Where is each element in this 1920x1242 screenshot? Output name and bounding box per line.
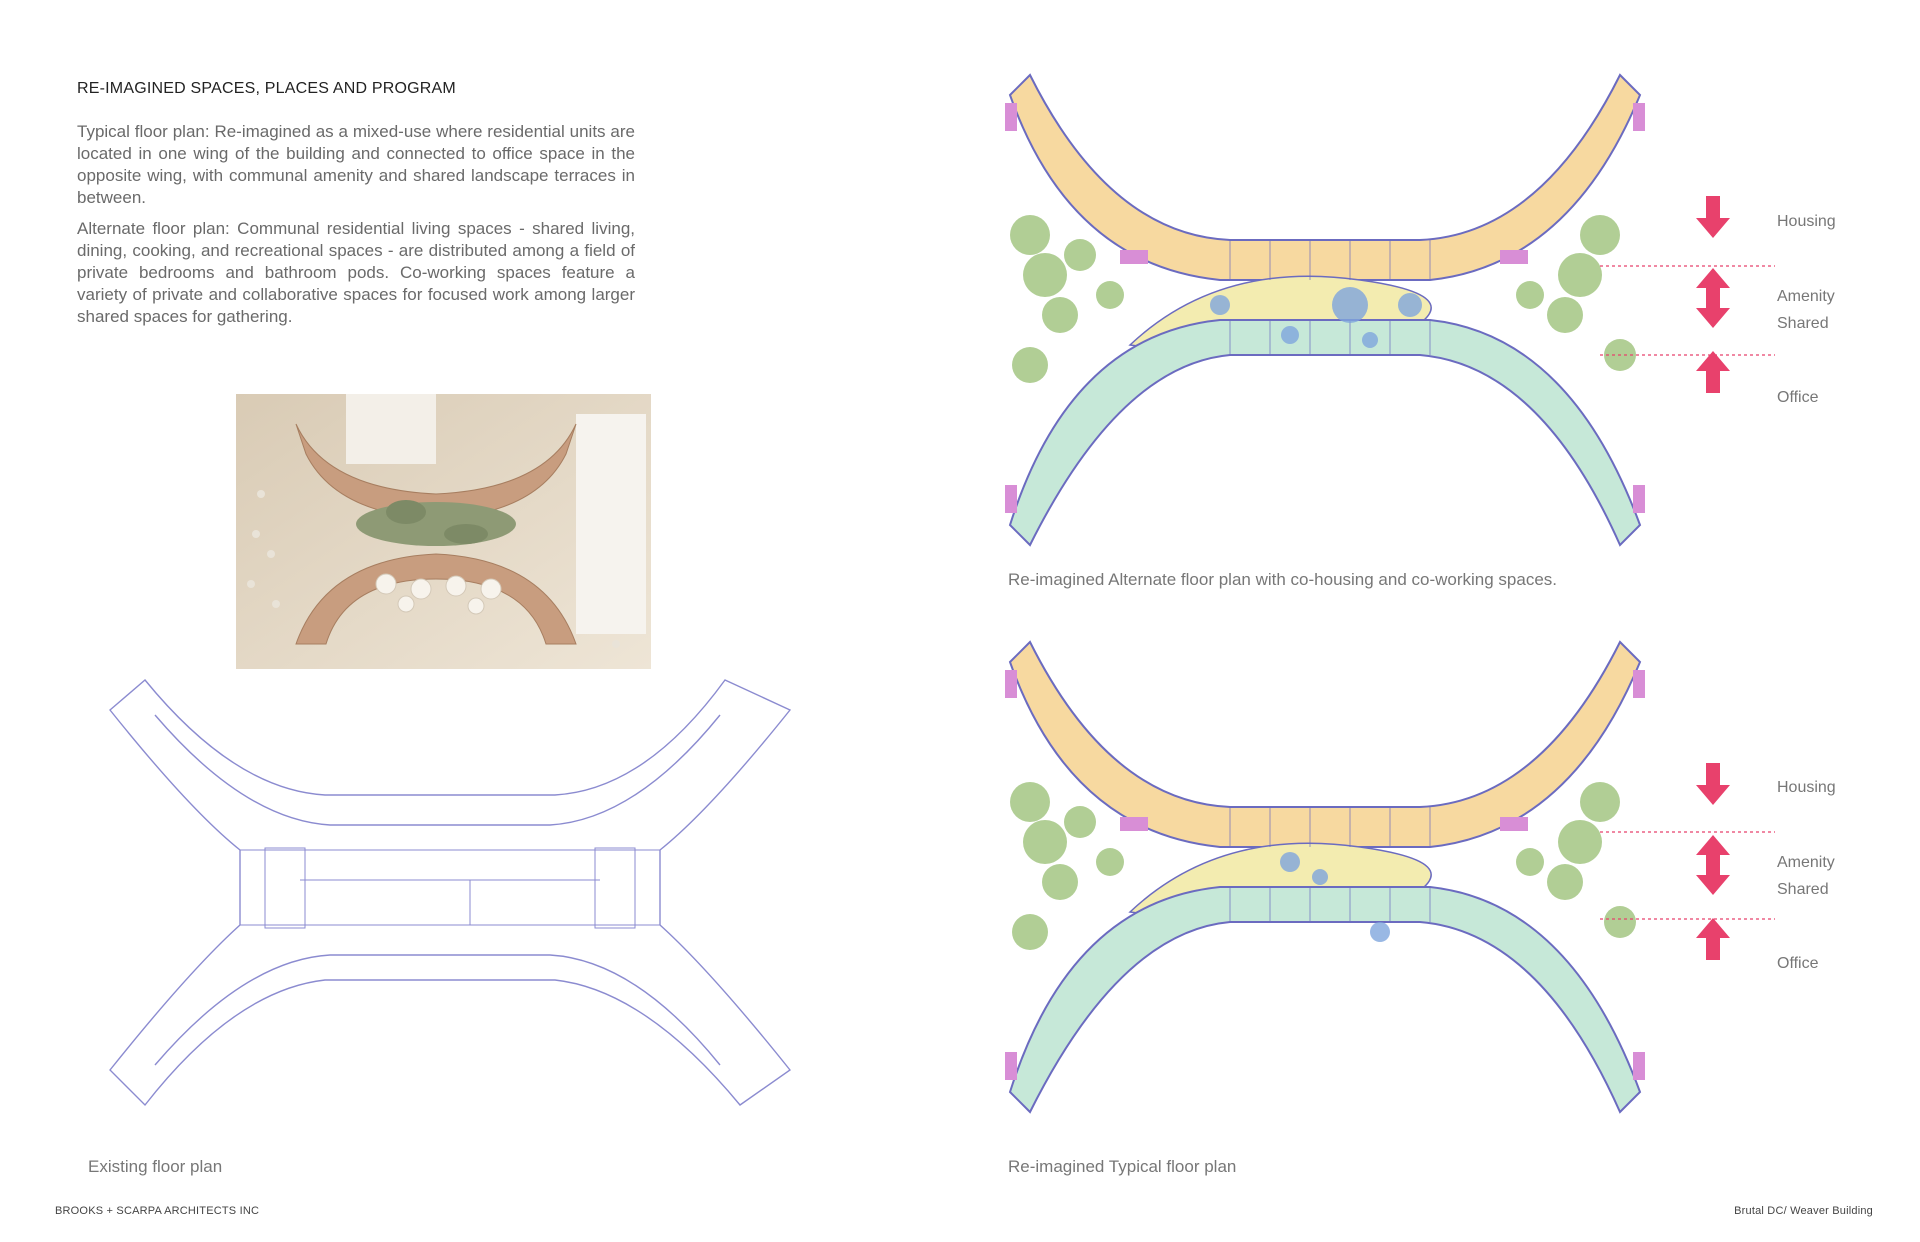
typical-plan-description: Typical floor plan: Re-imagined as a mixed-use where residential units are located in one wing of the building and connected to office space in the opposite wing, with communal amenity and shared landscape terraces in between. (77, 122, 635, 207)
existing-plan-caption: Existing floor plan (88, 1157, 223, 1176)
model-photo (236, 394, 651, 669)
typical-floor-plan (990, 632, 1660, 1122)
existing-floor-plan (100, 670, 800, 1110)
legend-dividers-bottom (1600, 831, 1780, 931)
legend-office-label-top: Office (1777, 389, 1819, 406)
legend-housing-label-bottom: Housing (1777, 779, 1836, 796)
legend-amenity-label-bottom: Amenity (1777, 854, 1835, 871)
legend-shared-label-bottom: Shared (1777, 881, 1829, 898)
legend-housing-label-top: Housing (1777, 213, 1836, 230)
footer-project-name: Brutal DC/ Weaver Building (1734, 1205, 1873, 1217)
page-heading: RE-IMAGINED SPACES, PLACES AND PROGRAM (77, 80, 456, 97)
legend-amenity-label-top: Amenity (1777, 288, 1835, 305)
legend-shared-label-top: Shared (1777, 315, 1829, 332)
legend-dividers-top (1600, 265, 1780, 365)
alternate-plan-description: Alternate floor plan: Communal residential living spaces - shared living, dining, cooking, and recreational spaces - are distributed among a field of private bedrooms and bathroom pods. Co-working spaces feature a variety of private and collaborative spaces for focused work among larger shared spaces for gathering. (77, 219, 635, 326)
footer-firm-name: BROOKS + SCARPA ARCHITECTS INC (55, 1205, 260, 1217)
legend-office-label-bottom: Office (1777, 955, 1819, 972)
alternate-plan-caption: Re-imagined Alternate floor plan with co-housing and co-working spaces. (1008, 570, 1558, 589)
alternate-floor-plan (990, 65, 1660, 555)
typical-plan-caption: Re-imagined Typical floor plan (1008, 1157, 1237, 1176)
